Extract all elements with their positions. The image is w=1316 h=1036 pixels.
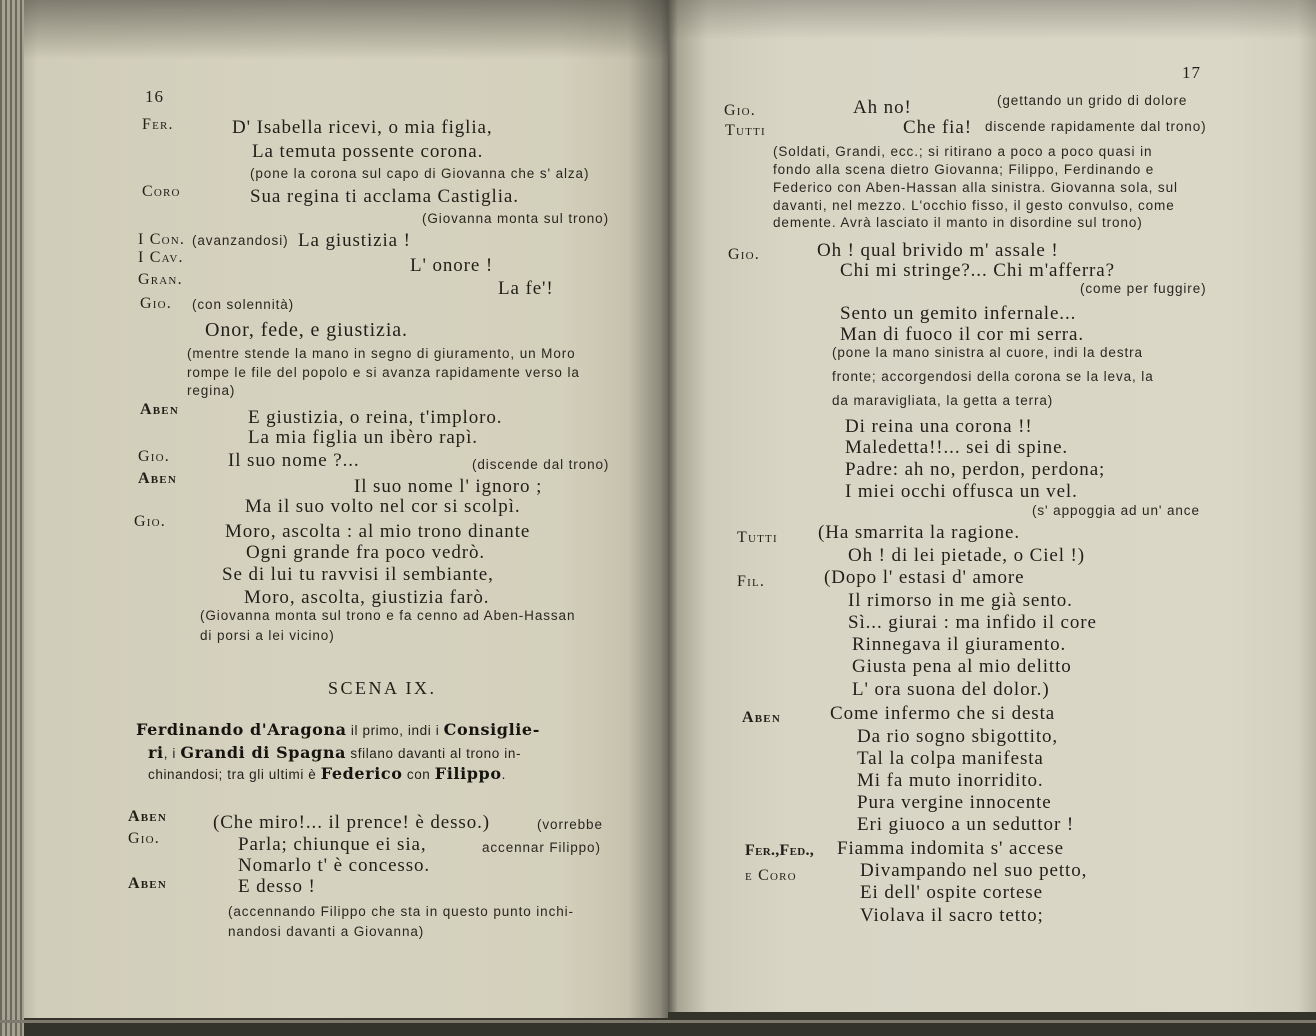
verse-line: Se di lui tu ravvisi il sembiante, [222,564,494,585]
stage-direction: (pone la corona sul capo di Giovanna che s' alza) [250,166,590,181]
speaker-name: Coro [142,183,181,200]
scene-description [148,745,521,761]
verse-line: Da rio sogno sbigottito, [857,726,1059,747]
stage-direction: regina) [187,383,236,398]
verse-line: Pura vergine innocente [857,792,1052,813]
speaker-name: Fil. [737,573,766,590]
character-name: Grandi di Spagna [180,743,347,762]
stage-direction: da maravigliata, la getta a terra) [832,393,1054,408]
stage-direction: fondo alla scena dietro Giovanna; Filippo, Ferdinando e [773,162,1155,177]
verse-line: Maledetta!!... sei di spine. [845,437,1069,458]
stage-direction: davanti, nel mezzo. L'occhio fisso, il gesto convulso, come [773,198,1175,213]
character-name: ri [148,743,164,762]
scene-description [148,766,506,782]
verse-line: Eri giuoco a un seduttor ! [857,814,1075,835]
speaker-name: Aben [742,709,781,726]
page-number: 17 [1182,63,1201,82]
stage-direction: (Giovanna monta sul trono e fa cenno ad Aben-Hassan [200,608,576,623]
stage-direction: fronte; accorgendosi della corona se la leva, la [832,369,1154,384]
verse-line: L' ora suona del dolor.) [852,679,1050,700]
verse-line: Mi fa muto inorridito. [857,770,1044,791]
speaker-name: Gio. [728,246,760,263]
verse-line: Man di fuoco il cor mi serra. [840,324,1085,345]
verse-line: Divampando nel suo petto, [860,860,1088,881]
verse-line: Il suo nome ?... [228,450,360,471]
verse-line: Di reina una corona !! [845,416,1033,437]
verse-line: E giustizia, o reina, t'imploro. [248,407,503,428]
speaker-name: I Con. [138,231,186,248]
stage-direction: (Giovanna monta sul trono) [422,211,609,226]
verse-line: E desso ! [238,876,316,897]
page-number: 16 [145,87,164,106]
speaker-name: Gio. [724,102,756,119]
verse-line: Oh ! di lei pietade, o Ciel !) [848,545,1085,566]
speaker-name: Gio. [134,513,166,530]
verse-line: Oh ! qual brivido m' assale ! [817,240,1059,261]
character-name: Ferdinando d'Aragona [136,720,347,739]
stage-direction: (pone la mano sinistra al cuore, indi la destra [832,345,1143,360]
speaker-name: Gran. [138,271,183,288]
stage-direction: Federico con Aben-Hassan alla sinistra. Giovanna sola, sul [773,180,1178,195]
speaker-name: Fer. [142,116,174,133]
description-text: il primo, indi i [346,723,444,738]
verse-line: La mia figlia un ibèro rapì. [248,427,478,448]
verse-line: Come infermo che si desta [830,703,1056,724]
stage-direction: (vorrebbe [537,817,603,832]
verse-line: Moro, ascolta : al mio trono dinante [225,521,531,542]
verse-line: Sì... giurai : ma infido il core [848,612,1097,633]
speaker-name: Fer.,Fed., [745,842,815,859]
stage-direction: (discende dal trono) [472,457,610,472]
speaker-name: Gio. [138,448,170,465]
verse-line: (Ha smarrita la ragione. [818,522,1021,543]
stage-direction: accennar Filippo) [482,840,601,855]
verse-line: Ah no! [853,97,912,118]
speaker-name: Aben [128,875,167,892]
verse-line: Che fia! [903,117,972,138]
speaker-name: Gio. [140,295,172,312]
verse-line: D' Isabella ricevi, o mia figlia, [232,117,493,138]
stage-direction: nandosi davanti a Giovanna) [228,924,425,939]
verse-line: Nomarlo t' è concesso. [238,855,431,876]
character-name: Federico [320,764,403,783]
verse-line: Ma il suo volto nel cor si scolpì. [245,496,521,517]
description-text: con [402,767,435,782]
verse-line: (Che miro!... il prence! è desso.) [213,812,490,833]
character-name: Consiglie- [443,720,540,739]
description-text: chinandosi; tra gli ultimi è [148,767,321,782]
verse-line: Sento un gemito infernale... [840,303,1077,324]
speaker-name: I Cav. [138,249,184,266]
verse-line: Moro, ascolta, giustizia farò. [244,587,490,608]
stage-direction: (come per fuggire) [1080,281,1207,296]
speaker-name: Gio. [128,830,160,847]
stage-direction: (avanzandosi) [192,233,289,248]
verse-line: Parla; chiunque ei sia, [238,834,427,855]
verse-line: La temuta possente corona. [252,141,484,162]
verse-line: Fiamma indomita s' accese [837,838,1064,859]
stage-direction: (gettando un grido di dolore [997,93,1188,108]
speaker-name: Aben [128,808,167,825]
speaker-name: Tutti [737,529,778,546]
stage-direction: demente. Avrà lasciato il manto in disordine sul trono) [773,215,1143,230]
stage-direction: discende rapidamente dal trono) [985,119,1207,134]
verse-line: I miei occhi offusca un vel. [845,481,1078,502]
stage-direction: (s' appoggia ad un' ance [1032,503,1200,518]
speaker-name: e Coro [745,867,797,884]
verse-line: Ei dell' ospite cortese [860,882,1043,903]
verse-line: La fe'! [498,278,554,299]
verse-line: Il suo nome l' ignoro ; [354,476,543,497]
verse-line: L' onore ! [410,255,494,276]
description-text: . [501,767,506,782]
speaker-name: Aben [138,470,177,487]
speaker-name: Tutti [725,122,766,139]
right-page-text [668,0,1316,1036]
scene-title: SCENA IX. [328,678,437,698]
stage-direction: di porsi a lei vicino) [200,628,335,643]
verse-line: Violava il sacro tetto; [860,905,1044,926]
description-text: sfilano davanti al trono in- [346,746,522,761]
verse-line: (Dopo l' estasi d' amore [824,567,1025,588]
stage-direction: (mentre stende la mano in segno di giuramento, un Moro [187,346,576,361]
verse-line: Ogni grande fra poco vedrò. [246,542,486,563]
stage-direction: (accennando Filippo che sta in questo punto inchi- [228,904,574,919]
stage-direction: (Soldati, Grandi, ecc.; si ritirano a poco a poco quasi in [773,144,1153,159]
verse-line: Sua regina ti acclama Castiglia. [250,186,519,207]
verse-line: Rinnegava il giuramento. [852,634,1067,655]
verse-line: Chi mi stringe?... Chi m'afferra? [840,260,1115,281]
verse-line: Padre: ah no, perdon, perdona; [845,459,1106,480]
scene-description [136,722,540,738]
speaker-name: Aben [140,401,179,418]
stage-direction: rompe le file del popolo e si avanza rapidamente verso la [187,365,580,380]
character-name: Filippo [434,764,502,783]
verse-line: La giustizia ! [298,230,411,251]
description-text: , i [163,746,181,761]
verse-line: Onor, fede, e giustizia. [205,319,408,341]
stage-direction: (con solennità) [192,297,295,312]
verse-line: Il rimorso in me già sento. [848,590,1073,611]
verse-line: Tal la colpa manifesta [857,748,1044,769]
verse-line: Giusta pena al mio delitto [852,656,1072,677]
